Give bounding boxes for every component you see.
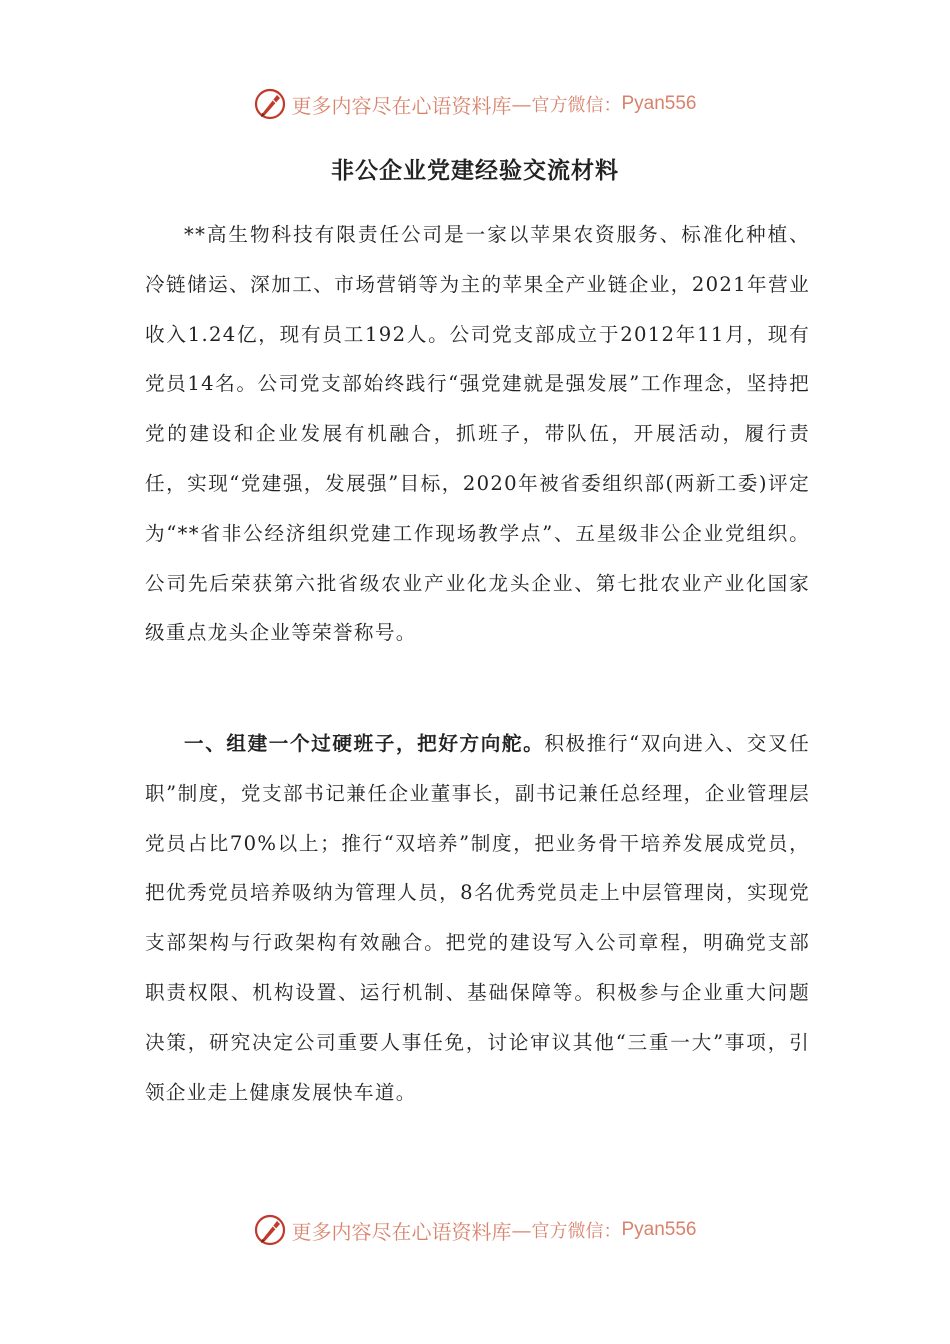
watermark-banner-bottom (0, 1210, 950, 1250)
document-title: 非公企业党建经验交流材料 (331, 158, 619, 184)
watermark-label: 官方微信： (531, 1221, 622, 1242)
document-body-intro (145, 210, 810, 658)
quill-pen-logo-icon (253, 87, 287, 121)
quill-pen-logo-icon (253, 1213, 287, 1247)
section-1-heading: 一、组建一个过硬班子，把好方向舵。 (184, 732, 545, 755)
watermark-separator: — (511, 1218, 532, 1242)
section-1-body: 积极推行“双向进入、交叉任职”制度，党支部书记兼任企业董事长，副书记兼任总经理，企业管理层党员占比70%以上；推行“双培养”制度，把业务骨干培养发展成党员，把优秀党员培养吸纳为管理人员，8名优秀党员走上中层管理岗，实现党支部架构与行政架构有效融合。把党的建设写入公司章程，明确党支部职责权限、机构设置、运行机制、基础保障等。积极参与企业重大问题决策，研究决定公司重要人事任免，讨论审议其他“三重一大”事项，引领企业走上健康发展快车道。 (145, 732, 810, 1104)
watermark-wechat-id: Pyan556 (621, 93, 697, 114)
paragraph-intro: **高生物科技有限责任公司是一家以苹果农资服务、标准化种植、冷链储运、深加工、市场营销等为主的苹果全产业链企业，2021年营业收入1.24亿，现有员工192人。公司党支部成立于2012年11月，现有党员14名。公司党支部始终践行“强党建就是强发展”工作理念，坚持把党的建设和企业发展有机融合，抓班子，带队伍，开展活动，履行责任，实现“党建强，发展强”目标，2020年被省委组织部(两新工委)评定为“**省非公经济组织党建工作现场教学点”、五星级非公企业党组织。公司先后荣获第六批省级农业产业化龙头企业、第七批农业产业化国家级重点龙头企业等荣誉称号。 (145, 223, 810, 645)
watermark-text: 更多内容尽在心语资料库 (291, 93, 512, 118)
watermark-label: 官方微信： (531, 95, 622, 116)
watermark-text: 更多内容尽在心语资料库 (291, 1219, 512, 1244)
paragraph-section-1 (145, 719, 810, 1117)
watermark-separator: — (511, 92, 532, 116)
watermark-banner-top (0, 84, 950, 124)
document-section-1 (145, 719, 810, 1117)
watermark-wechat-id: Pyan556 (621, 1219, 697, 1240)
